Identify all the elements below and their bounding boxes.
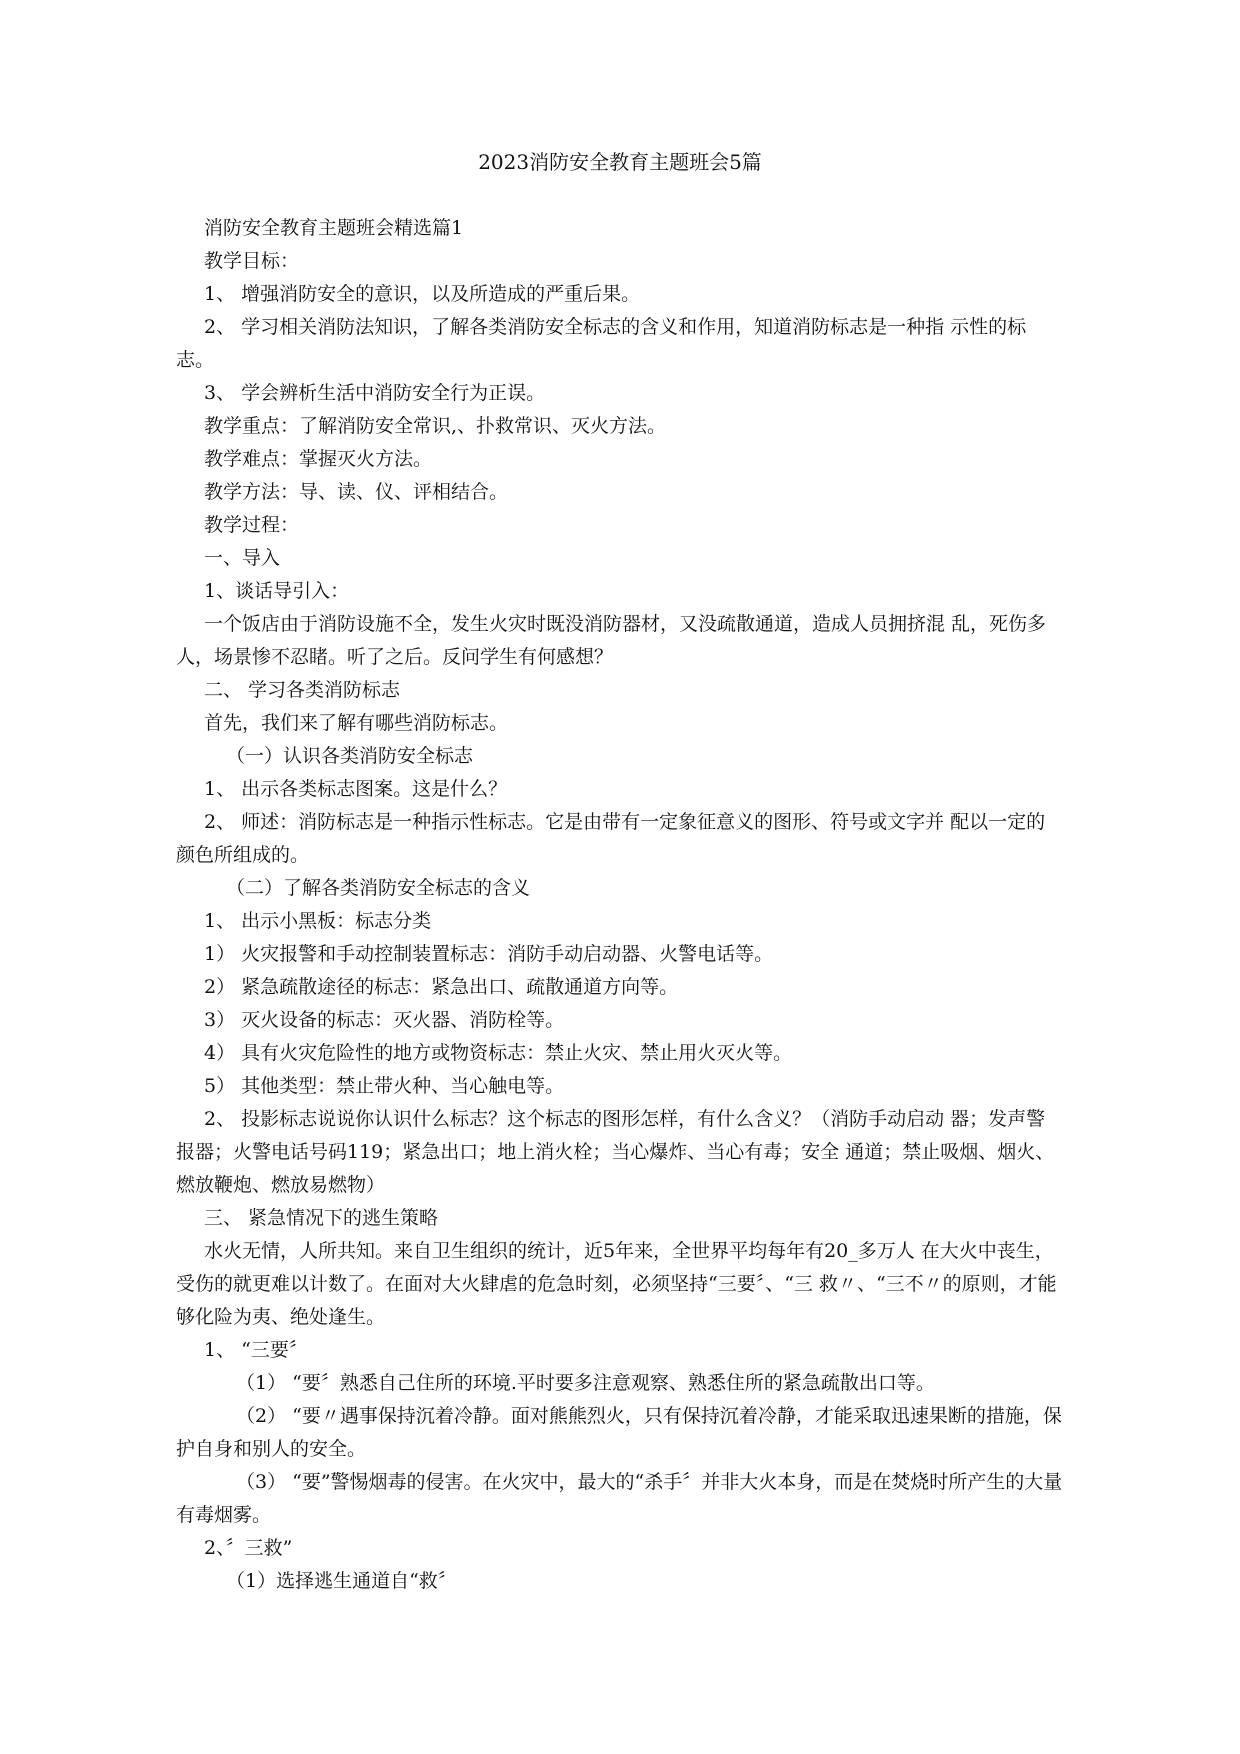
paragraph: 1） 火灾报警和手动控制装置标志：消防手动启动器、火警电话等。	[204, 943, 774, 965]
paragraph: 3） 灭火设备的标志：灭火器、消防栓等。	[204, 1009, 565, 1031]
document-title: 2023消防安全教育主题班会5篇	[478, 150, 762, 174]
paragraph: 2、 师述：消防标志是一种指示性标志。它是由带有一定象征意义的图形、符号或文字并 配以一定的颜色所组成的。	[176, 811, 1046, 866]
paragraph: 一个饭店由于消防设施不全，发生火灾时既没消防器材，又没疏散通道，造成人员拥挤混 乱，死伤多人，场景惨不忍睹。听了之后。反问学生有何感想？	[176, 613, 1047, 668]
paragraph: 2） 紧急疏散途径的标志：紧急出口、疏散通道方向等。	[204, 976, 679, 998]
paragraph: 3、 学会辨析生活中消防安全行为正误。	[204, 382, 546, 404]
paragraph: 水火无情，人所共知。来自卫生组织的统计，近5年来，全世界平均每年有20_多万人 在大火中丧生，受伤的就更难以计数了。在面对大火肆虐的危急时刻，必须坚持“三要〞、“三 救〃、“三不〃的原则，才能够化险为夷、绝处逢生。	[176, 1240, 1057, 1328]
paragraph: 4） 具有火灾危险性的地方或物资标志：禁止火灾、禁止用火灭火等。	[204, 1042, 793, 1064]
paragraph: 消防安全教育主题班会精选篇1	[204, 217, 464, 239]
paragraph: 1、 “三要〞	[204, 1339, 308, 1361]
paragraph: （3） “要”警惕烟毒的侵害。在火灾中，最大的“杀手〞并非大火本身，而是在焚烧时所产生的大量有毒烟雾。	[176, 1471, 1063, 1526]
paragraph: 1、 出示各类标志图案。这是什么？	[204, 778, 508, 800]
paragraph: 5） 其他类型：禁止带火种、当心触电等。	[204, 1075, 565, 1097]
paragraph: 教学方法：导、读、仪、评相结合。	[204, 481, 509, 503]
document-body	[176, 212, 1064, 1598]
paragraph: 首先，我们来了解有哪些消防标志。	[204, 712, 509, 734]
paragraph: 2、 学习相关消防法知识，了解各类消防安全标志的含义和作用，知道消防标志是一种指 示性的标志。	[176, 316, 1027, 371]
paragraph: （二）了解各类消防安全标志的含义	[226, 877, 531, 899]
paragraph: 1、 增强消防安全的意识，以及所造成的严重后果。	[204, 283, 641, 305]
paragraph: 1、谈话导引入：	[204, 580, 350, 602]
paragraph: （一）认识各类消防安全标志	[226, 745, 474, 767]
paragraph: 教学难点：掌握灭火方法。	[204, 448, 433, 470]
paragraph: 二、 学习各类消防标志	[204, 679, 401, 701]
paragraph: 一、导入	[204, 547, 281, 569]
paragraph: （1） “要〞熟悉自己住所的环境.平时要多注意观察、熟悉住所的紧急疏散出口等。	[236, 1372, 935, 1394]
paragraph: （1）选择逃生通道自“救〞	[226, 1570, 457, 1592]
paragraph: 2、 投影标志说说你认识什么标志？这个标志的图形怎样，有什么含义？（消防手动启动 器；发声警报器；火警电话号码119；紧急出口；地上消火栓；当心爆炸、当心有毒；安全 通道；禁止吸烟、烟火、燃放鞭炮、燃放易燃物）	[176, 1108, 1055, 1196]
paragraph: 三、 紧急情况下的逃生策略	[204, 1207, 439, 1229]
paragraph: 教学目标：	[204, 250, 300, 272]
paragraph: （2） “要〃遇事保持沉着冷静。面对熊熊烈火，只有保持沉着冷静，才能采取迅速果断的措施，保护自身和别人的安全。	[176, 1405, 1062, 1460]
paragraph: 教学重点：了解消防安全常识,、扑救常识、灭火方法。	[204, 415, 667, 437]
paragraph: 教学过程：	[204, 514, 300, 536]
paragraph: 2、〞三救”	[204, 1537, 293, 1559]
paragraph: 1、 出示小黑板：标志分类	[204, 910, 432, 932]
